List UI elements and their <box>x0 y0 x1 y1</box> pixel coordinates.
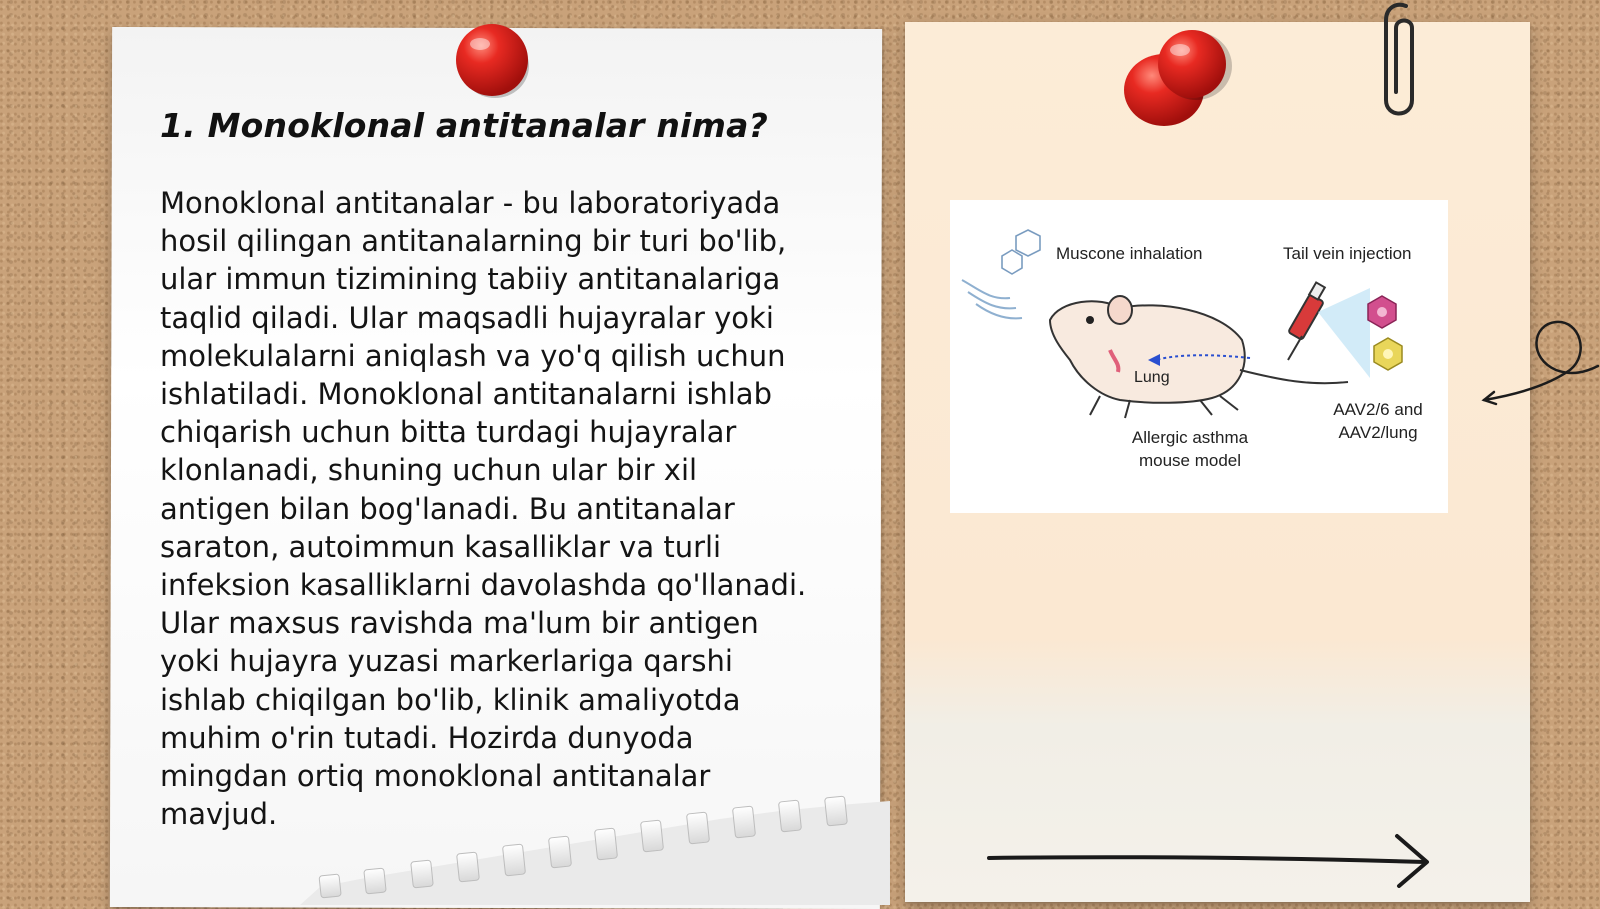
note-line: Ular maxsus ravishda ma'lum bir antigen <box>160 606 759 641</box>
syringe-icon <box>1288 282 1325 360</box>
note-line: taqlid qiladi. Ular maqsadli hujayralar yoki <box>160 300 774 335</box>
note-line: molekulalarni aniqlash va yo'q qilish uchun <box>160 338 786 373</box>
label-mouse-model: Allergic asthma mouse model <box>1131 428 1249 470</box>
label-aav: AAV2/6 and AAV2/lung <box>1333 400 1423 442</box>
note-line: hosil qilingan antitanalarning bir turi bo'lib, <box>160 224 787 259</box>
push-pin-icon <box>1118 28 1238 133</box>
note-heading: 1. Monoklonal antitanalar nima? <box>160 106 768 145</box>
research-figure <box>950 200 1448 513</box>
molecule-icon <box>1002 230 1040 274</box>
arrow-right-icon <box>985 832 1445 888</box>
note-line: Monoklonal antitanalar - bu laboratoriyada <box>160 186 781 220</box>
note-line: chiqarish uchun bitta turdagi hujayralar <box>160 415 737 450</box>
note-line: infeksion kasalliklarni davolashda qo'llanadi. <box>160 568 807 603</box>
torn-paper-edge <box>300 795 890 905</box>
note-line: muhim o'rin tutadi. Hozirda dunyoda <box>160 720 694 755</box>
note-line: klonlanadi, shuning uchun ular bir xil <box>160 453 698 488</box>
note-line: antigen bilan bog'lanadi. Bu antitanalar <box>160 491 735 526</box>
note-body <box>160 184 850 833</box>
paper-clip-icon <box>1372 0 1422 125</box>
label-injection: Tail vein injection <box>1283 244 1412 263</box>
note-line: ishlatiladi. Monoklonal antitanalarni ishlab <box>160 377 772 412</box>
note-line: mingdan ortiq monoklonal antitanalar <box>160 759 711 794</box>
note-line: mavjud. <box>160 797 278 832</box>
push-pin-icon <box>452 20 534 102</box>
note-line: saraton, autoimmun kasalliklar va turli <box>160 529 722 564</box>
note-line: ishlab chiqilgan bo'lib, klinik amaliyotda <box>160 682 741 717</box>
swirl-arrow-icon <box>1480 310 1600 410</box>
wind-lines-icon <box>962 280 1022 318</box>
label-lung: Lung <box>1134 369 1170 386</box>
label-inhalation: Muscone inhalation <box>1056 244 1203 263</box>
note-line: ular immun tizimining tabiiy antitanalariga <box>160 262 781 297</box>
note-line: yoki hujayra yuzasi markerlariga qarshi <box>160 644 733 679</box>
